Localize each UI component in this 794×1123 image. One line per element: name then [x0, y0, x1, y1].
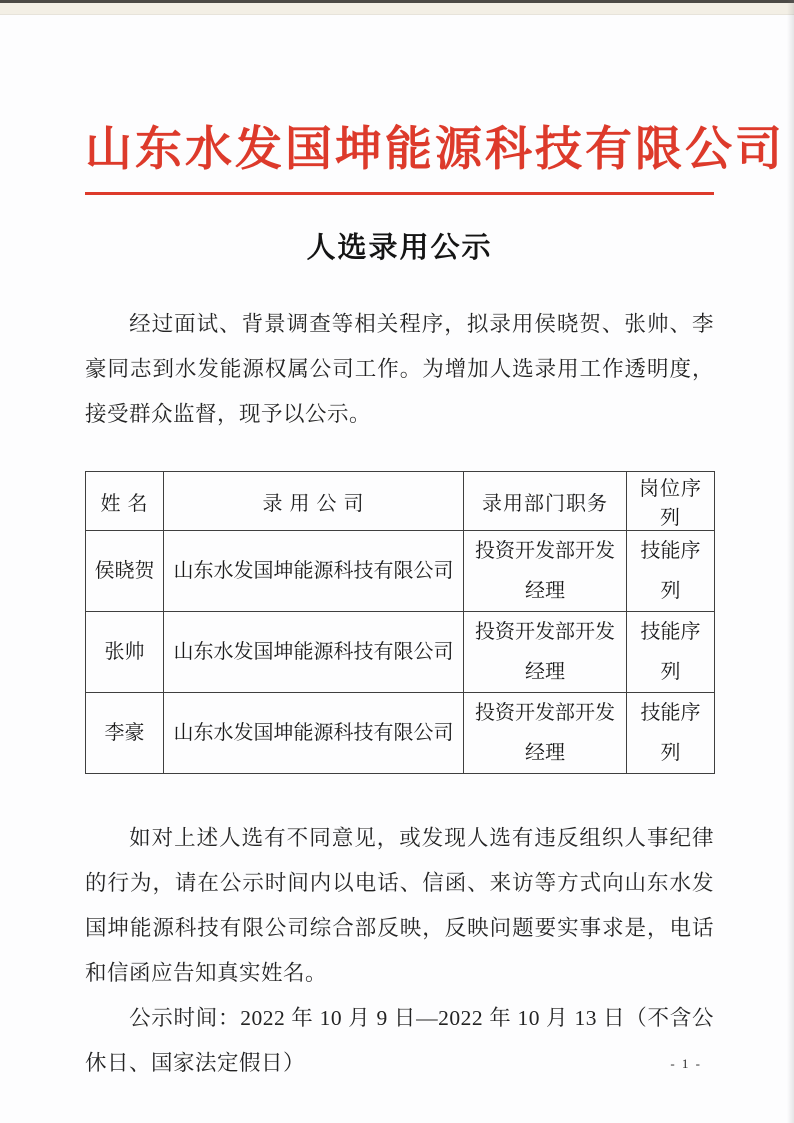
notice-title: 人选录用公示	[306, 232, 493, 265]
intro-paragraph: 经过面试、背景调查等相关程序，拟录用侯晓贺、张帅、李豪同志到水发能源权属公司工作。为增加人选录用工作透明度，接受群众监督，现予以公示。	[85, 312, 714, 427]
scan-edge-right	[787, 0, 794, 1123]
cell-position: 投资开发部开发经理	[464, 531, 627, 612]
cell-company: 山东水发国坤能源科技有限公司	[164, 531, 464, 612]
cell-name: 侯晓贺	[86, 531, 164, 612]
hiring-table	[85, 471, 715, 774]
header-sequence: 岗位序列	[627, 472, 715, 531]
document-content	[85, 0, 785, 1123]
table-row	[86, 693, 715, 774]
period-paragraph: 公示时间：2022 年 10 月 9 日—2022 年 10 月 13 日（不含公休日、国家法定假日）	[85, 1006, 714, 1076]
cell-sequence: 技能序列	[627, 531, 715, 612]
cell-position: 投资开发部开发经理	[464, 612, 627, 693]
letterhead-company-name: 山东水发国坤能源科技有限公司	[85, 124, 785, 176]
cell-position: 投资开发部开发经理	[464, 693, 627, 774]
letterhead-divider	[85, 192, 714, 195]
table-header-row	[86, 472, 715, 531]
cell-sequence: 技能序列	[627, 693, 715, 774]
header-company: 录 用 公 司	[164, 472, 464, 531]
cell-company: 山东水发国坤能源科技有限公司	[164, 612, 464, 693]
objection-paragraph: 如对上述人选有不同意见，或发现人选有违反组织人事纪律的行为，请在公示时间内以电话、信函、来访等方式向山东水发国坤能源科技有限公司综合部反映，反映问题要实事求是，电话和信函应告知真实姓名。	[85, 826, 714, 986]
table-row	[86, 612, 715, 693]
table-row	[86, 531, 715, 612]
cell-sequence: 技能序列	[627, 612, 715, 693]
cell-name: 李豪	[86, 693, 164, 774]
cell-name: 张帅	[86, 612, 164, 693]
header-position: 录用部门职务	[464, 472, 627, 531]
cell-company: 山东水发国坤能源科技有限公司	[164, 693, 464, 774]
header-name: 姓 名	[86, 472, 164, 531]
page-number: - 1 -	[670, 1056, 702, 1071]
